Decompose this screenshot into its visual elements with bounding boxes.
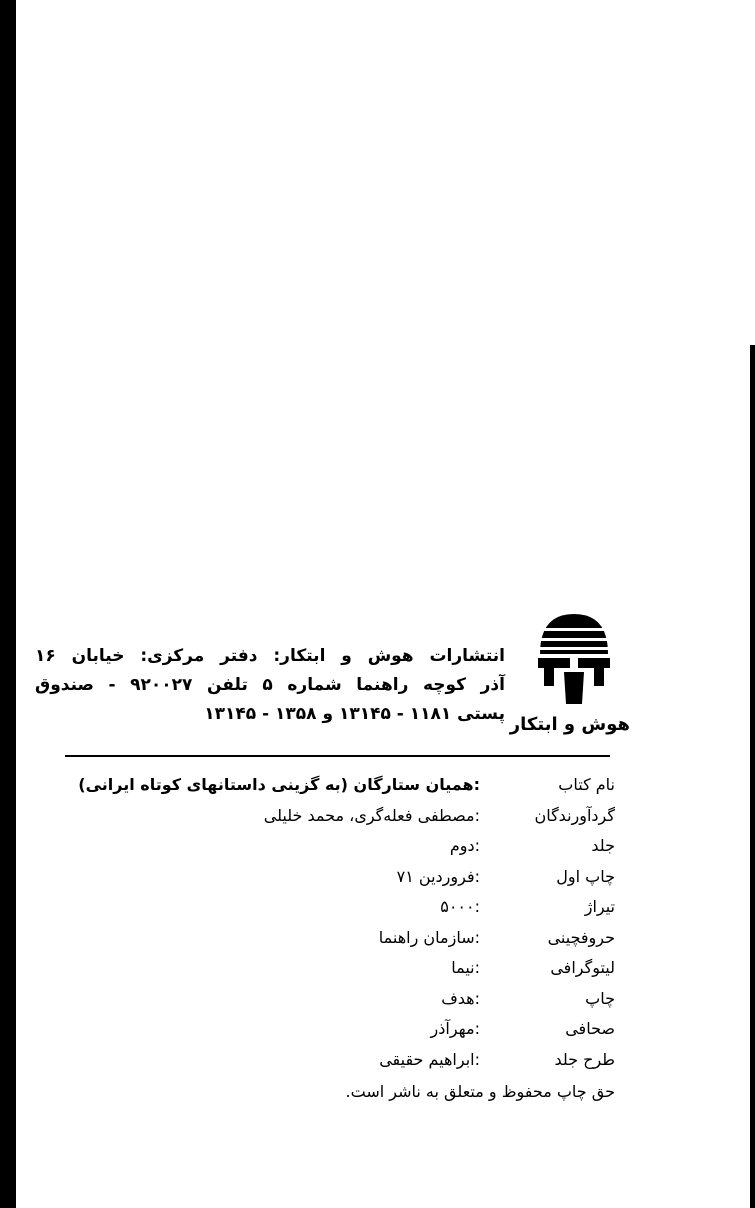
copyright-notice: حق چاپ محفوظ و متعلق به ناشر است. bbox=[345, 1082, 615, 1101]
tree-logo-icon bbox=[534, 608, 614, 712]
address-line: آذر کوچه راهنما شماره ۵ تلفن ۹۲۰۰۲۷ - صندوق bbox=[35, 675, 505, 695]
credit-row bbox=[60, 984, 615, 1015]
credit-row bbox=[60, 801, 615, 832]
credit-value: :نیما bbox=[451, 958, 480, 977]
credit-value: :۵۰۰۰ bbox=[440, 897, 480, 916]
credit-label: حروفچینی bbox=[547, 927, 615, 947]
scan-left-edge bbox=[0, 0, 16, 1208]
credit-row bbox=[60, 923, 615, 954]
credit-label: گردآورندگان bbox=[534, 805, 615, 825]
credit-label: تیراژ bbox=[584, 897, 615, 916]
credit-row bbox=[60, 770, 615, 801]
credit-row bbox=[60, 1045, 615, 1076]
credit-row bbox=[60, 953, 615, 984]
credit-label: لیتوگرافی bbox=[550, 958, 615, 977]
address-line: پستی ۱۱۸۱ - ۱۳۱۴۵ و ۱۳۵۸ - ۱۳۱۴۵ bbox=[204, 704, 505, 724]
credit-label: چاپ اول bbox=[556, 866, 615, 886]
publisher-logo bbox=[509, 608, 630, 736]
credit-row bbox=[60, 831, 615, 862]
credit-label: چاپ bbox=[585, 988, 615, 1008]
divider-line bbox=[65, 755, 610, 757]
credit-value: :همیان ستارگان (به گزینی داستانهای کوتاه ایرانی) bbox=[78, 775, 480, 794]
scan-right-edge bbox=[750, 345, 755, 1208]
logo-caption: هوش و ابتکار bbox=[509, 714, 630, 735]
address-line: انتشارات هوش و ابتکار: دفتر مرکزی: خیابان ۱۶ bbox=[35, 646, 505, 666]
credit-label: جلد bbox=[591, 836, 615, 855]
credit-value: :دوم bbox=[449, 836, 480, 855]
credit-value: :هدف bbox=[441, 988, 480, 1008]
credit-value: :مهرآذر bbox=[430, 1019, 480, 1038]
publisher-block bbox=[35, 600, 630, 740]
credit-row bbox=[60, 862, 615, 893]
credit-value: :فروردین ۷۱ bbox=[396, 866, 480, 886]
credit-value: :سازمان راهنما bbox=[378, 927, 480, 947]
credit-row bbox=[60, 892, 615, 923]
credit-label: صحافی bbox=[565, 1019, 615, 1038]
publisher-address bbox=[35, 642, 505, 729]
credit-label: نام کتاب bbox=[558, 775, 615, 794]
credits-table bbox=[60, 770, 615, 1075]
credit-label: طرح جلد bbox=[554, 1049, 615, 1069]
credit-row bbox=[60, 1014, 615, 1045]
credit-value: :ابراهیم حقیقی bbox=[379, 1049, 480, 1069]
credit-value: :مصطفی فعله‌گری، محمد خلیلی bbox=[263, 805, 480, 825]
